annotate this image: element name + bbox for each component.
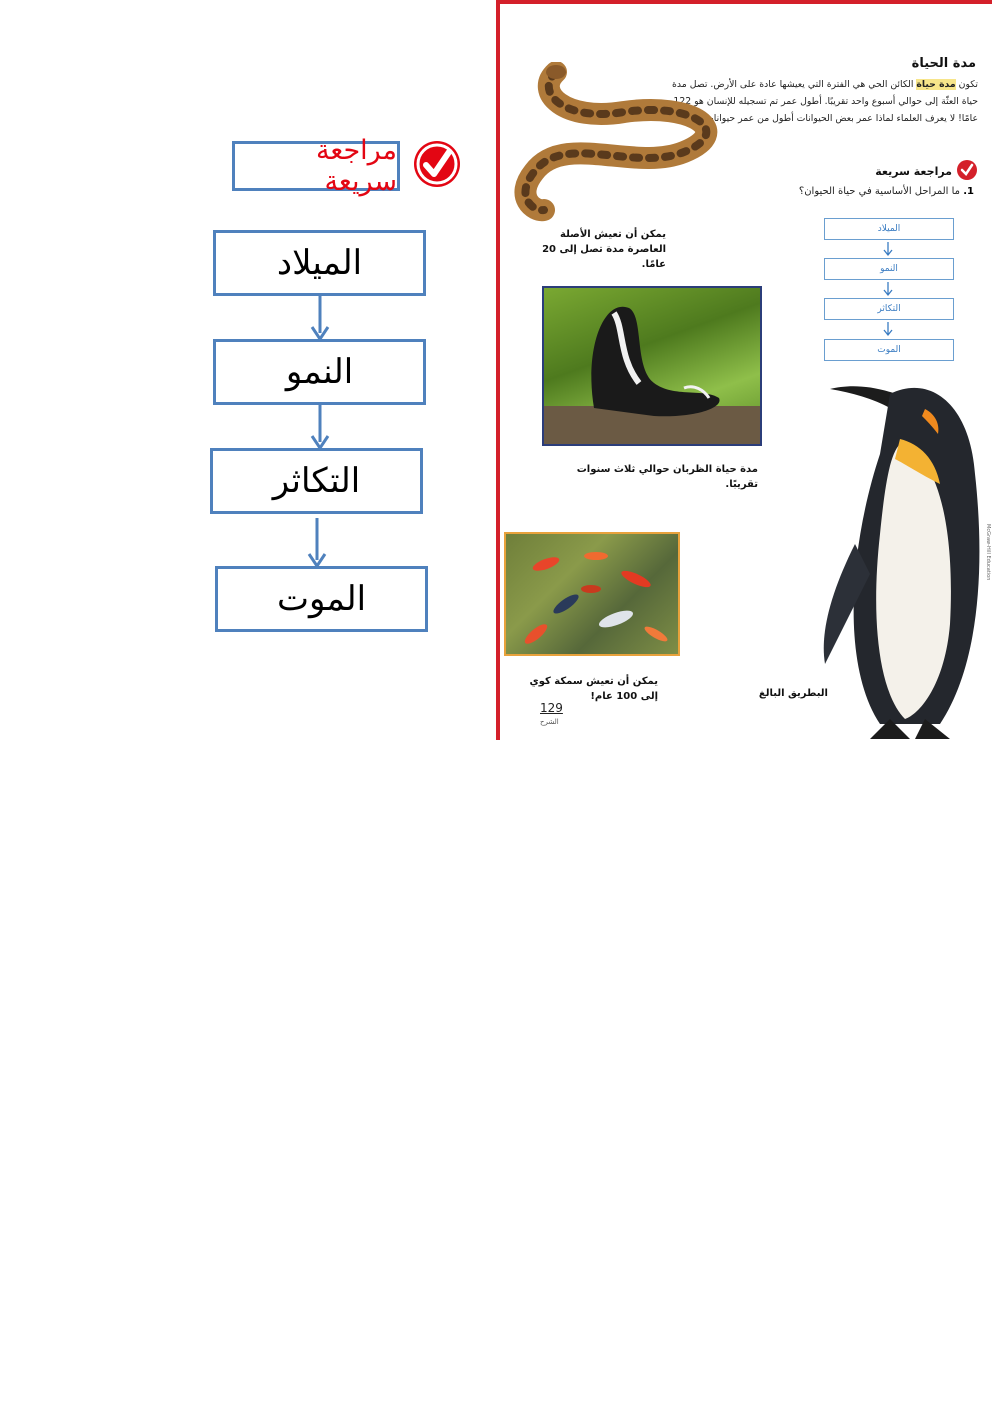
boa-snake-image	[504, 62, 744, 222]
king-penguin-image	[810, 364, 992, 740]
page-flow-arrows	[882, 240, 894, 340]
paragraph-rest: الكائن الحي هي الفترة التي يعيشها عادة على الأرض. تصل مدة حياة العثّة إلى حوالي أسبوع واحد تقريبًا. أطول عمر تم تسجيله للإنسان هو 122 عامًا! لا يعرف العلماء لماذا عمر بعض الحيوانات أطول من عمر حيوانات أخرى.	[672, 79, 978, 124]
penguin-caption: البطريق البالغ	[758, 688, 828, 699]
question-number: 1.	[963, 186, 974, 197]
flow-step-growth: النمو	[213, 339, 426, 405]
publisher-side-text: McGraw-Hill Education	[985, 524, 991, 581]
quick-review-label: مراجعة سريعة	[232, 141, 400, 191]
page-subtitle: الشرح	[540, 718, 559, 726]
flow-step-reproduction: التكاثر	[210, 448, 423, 514]
page-flow-step-growth: النمو	[824, 258, 954, 280]
flow-step-birth: الميلاد	[213, 230, 426, 296]
question-text: ما المراحل الأساسية في حياة الحيوان؟	[798, 186, 961, 197]
textbook-page	[496, 0, 992, 740]
page-quick-review-title: مراجعة سريعة	[875, 165, 952, 178]
boa-caption: يمكن أن تعيش الأصلة العاصرة مدة تصل إلى 20 عامًا.	[542, 229, 666, 270]
review-question	[799, 186, 974, 197]
check-icon	[414, 141, 460, 187]
flow-arrow-3	[305, 518, 329, 568]
page-title: مدة الحياة	[911, 56, 976, 71]
flow-arrow-1	[308, 295, 332, 341]
page-flow-step-birth: الميلاد	[824, 218, 954, 240]
vocab-highlight: مدة حياة	[916, 79, 956, 90]
skunk-photo	[542, 286, 762, 446]
page-flow-step-death: الموت	[824, 339, 954, 361]
koi-photo	[504, 532, 680, 656]
flow-step-death: الموت	[215, 566, 428, 632]
skunk-caption: مدة حياة الظربان حوالي ثلاث سنوات تقريبًا.	[576, 464, 758, 490]
check-icon	[957, 160, 977, 180]
koi-caption: يمكن أن تعيش سمكة كوي إلى 100 عام!	[529, 676, 658, 702]
flow-arrow-2	[308, 404, 332, 450]
paragraph-start: تكون	[955, 79, 978, 90]
page-flow-step-reproduction: التكاثر	[824, 298, 954, 320]
page-number: 129	[540, 701, 563, 715]
